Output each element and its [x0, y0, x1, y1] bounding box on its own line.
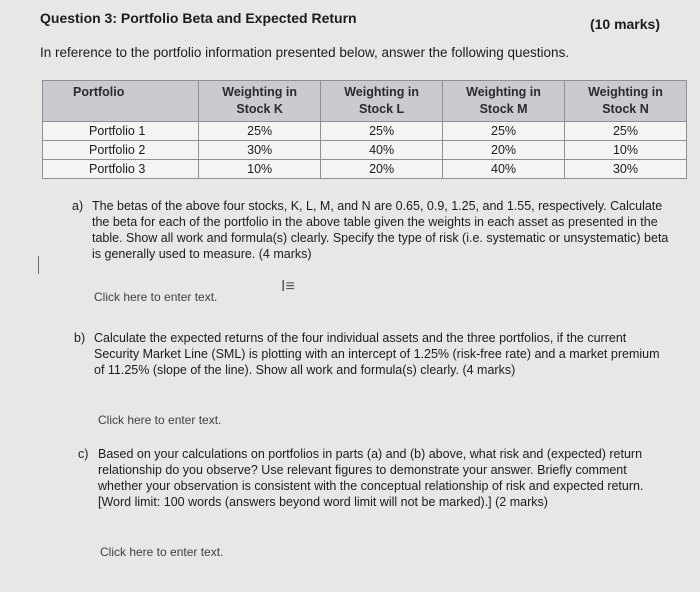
header-stock-k: Weighting in Stock K — [199, 81, 321, 122]
header-portfolio: Portfolio — [43, 81, 199, 122]
table-cell: 40% — [443, 160, 565, 179]
table-cell: 25% — [565, 122, 687, 141]
part-b-label: b) — [74, 331, 86, 345]
part-b — [74, 330, 664, 378]
table-cell: 30% — [199, 141, 321, 160]
part-a-answer-field[interactable]: Click here to enter text. — [94, 290, 218, 304]
part-b-text: Calculate the expected returns of the four individual assets and the three portfolios, if the current Security Market Line (SML) is plotting with an intercept of 1.25% (risk-free rate) and a market premium of 11.25% (slope of the line). Show all work and formula(s) clearly. (4 marks) — [94, 331, 660, 377]
portfolio-table — [42, 80, 687, 179]
table-cell: 10% — [565, 141, 687, 160]
table-row — [43, 160, 687, 179]
question-title: Question 3: Portfolio Beta and Expected Return — [40, 10, 357, 26]
question-intro: In reference to the portfolio information presented below, answer the following questions. — [40, 45, 570, 60]
table-header-row — [43, 81, 687, 122]
table-cell: 10% — [199, 160, 321, 179]
table-cell: 25% — [321, 122, 443, 141]
table-row — [43, 122, 687, 141]
table-cell: 20% — [443, 141, 565, 160]
header-stock-m: Weighting in Stock M — [443, 81, 565, 122]
table-cell: 20% — [321, 160, 443, 179]
table-cell: 25% — [199, 122, 321, 141]
table-cell: 25% — [443, 122, 565, 141]
table-cell: Portfolio 3 — [43, 160, 199, 179]
table-cell: Portfolio 1 — [43, 122, 199, 141]
text-cursor-icon: I≡ — [281, 278, 295, 295]
question-marks: (10 marks) — [589, 16, 660, 32]
part-a-text: The betas of the above four stocks, K, L, M, and N are 0.65, 0.9, 1.25, and 1.55, respectively. Calculate the beta for each of the portfolio in the above table given the weights in each asset as presented in the table. Show all work and formula(s) clearly. Specify the type of risk (i.e. systematic or unsystematic) beta is generally used to measure. (4 marks) — [92, 199, 669, 261]
table-cell: 40% — [321, 141, 443, 160]
header-stock-l: Weighting in Stock L — [321, 81, 443, 122]
table-cell: 30% — [565, 160, 687, 179]
part-c-answer-field[interactable]: Click here to enter text. — [100, 545, 224, 559]
part-b-answer-field[interactable]: Click here to enter text. — [98, 413, 222, 427]
part-a — [72, 198, 672, 262]
part-c — [78, 446, 658, 510]
part-c-label: c) — [78, 447, 89, 461]
part-a-label: a) — [72, 199, 84, 213]
table-row — [43, 141, 687, 160]
margin-mark — [38, 256, 39, 274]
part-c-text: Based on your calculations on portfolios in parts (a) and (b) above, what risk and (expected) return relationship do you observe? Use relevant figures to demonstrate your answer. Briefly comment whether your observation is consistent with the conceptual relationship of risk and expected return. [Word limit: 100 words (answers beyond word limit will not be marked).] (2 marks) — [98, 447, 644, 509]
header-stock-n: Weighting in Stock N — [565, 81, 687, 122]
table-cell: Portfolio 2 — [43, 141, 199, 160]
